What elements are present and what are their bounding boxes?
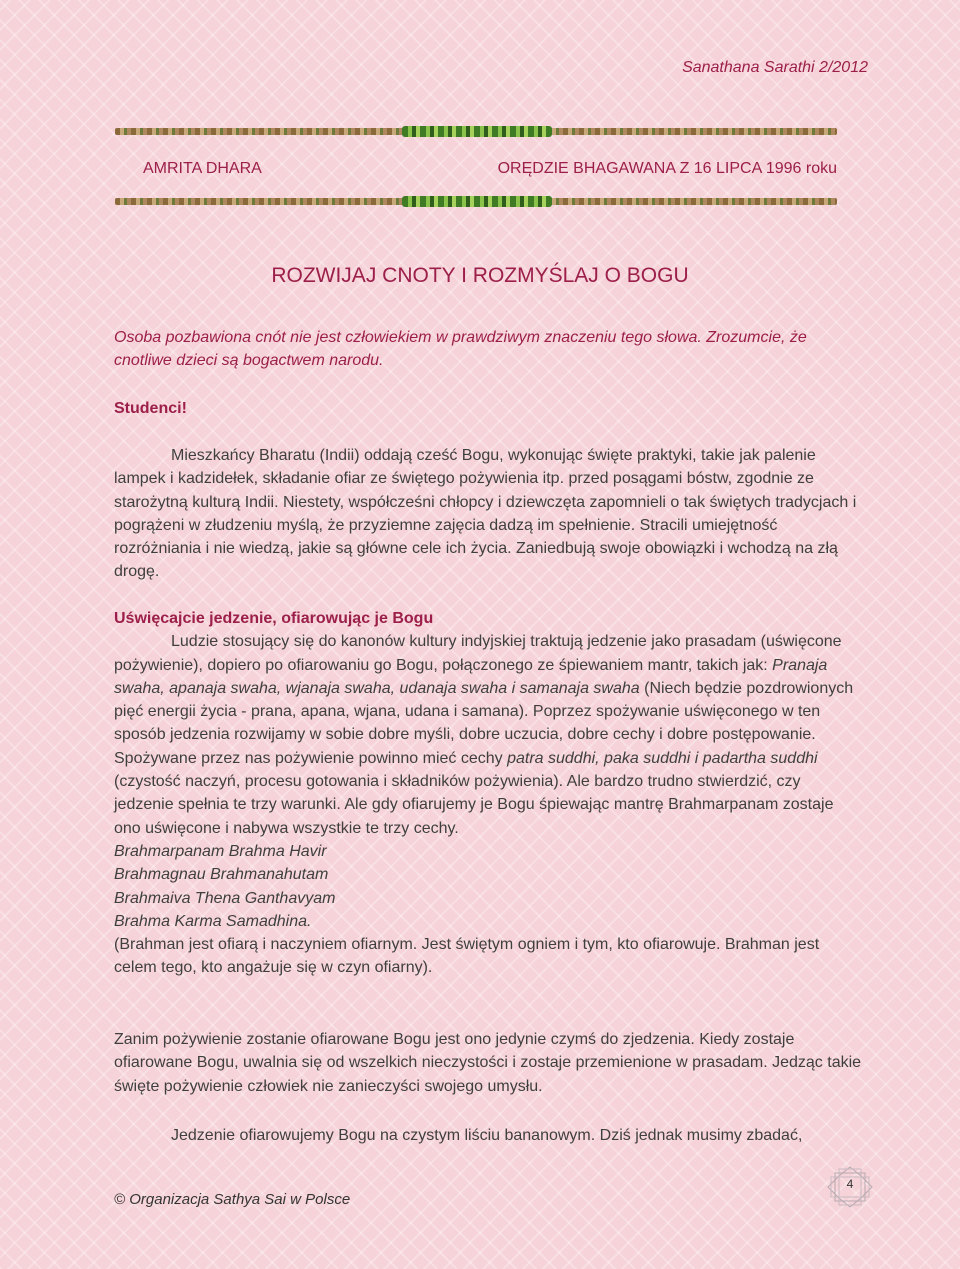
message-date-label: ORĘDZIE BHAGAWANA Z 16 LIPCA 1996 roku	[497, 160, 837, 177]
greeting: Studenci!	[114, 400, 187, 417]
verse-translation: (Brahman jest ofiarą i naczyniem ofiarnym. Jest świętym ogniem i tym, kto ofiarowuje. Brahman jest celem tego, kto angażuje się w czyn ofiarny).	[114, 936, 820, 977]
paragraph-4-container	[114, 1124, 864, 1147]
paragraph-2	[114, 630, 864, 840]
paragraph-2-a: Ludzie stosujący się do kanonów kultury indyjskiej traktują jedzenie jako prasadam (uświęcone pożywienie), dopiero po ofiarowaniu go Bogu, połączonego ze śpiewaniem mantr, takich jak:	[114, 633, 842, 674]
subheading: Uświęcajcie jedzenie, ofiarowując je Bogu	[114, 610, 434, 627]
magazine-title: Sanathana Sarathi 2/2012	[682, 59, 868, 76]
section-2	[114, 607, 864, 980]
paragraph-2-c: (czystość naczyń, procesu gotowania i składników pożywienia). Ale bardzo trudno stwierdzić, czy jedzenie spełnia te trzy warunki. Ale gdy ofiarujemy je Bogu śpiewając mantrę Brahmarpanam zostaje ono uświęcone i nabywa wszystkie te trzy cechy.	[114, 773, 834, 837]
paragraph-2-b: (Niech będzie pozdrowionych pięć energii życia - prana, apana, wjana, udana i samana). Poprzez spożywanie uświęconego w ten sposób jedzenia rozwijamy w sobie dobre myśli, dobre uczucia, dobre cechy i dobre postępowanie. Spożywane przez nas pożywienie powinno mieć cechy	[114, 679, 854, 767]
verse-line: Brahmaiva Thena Ganthavyam	[114, 889, 336, 907]
mantras: Pranaja swaha, apanaja swaha, wjanaja swaha, udanaja swaha i samanaja swaha	[114, 656, 828, 697]
paragraph-1	[114, 444, 864, 584]
article-title: ROZWIJAJ CNOTY I ROZMYŚLAJ O BOGU	[271, 264, 689, 287]
verse-line: Brahma Karma Samadhina.	[114, 912, 312, 930]
verse-line: Brahmarpanam Brahma Havir	[114, 842, 327, 860]
qualities: patra suddhi, paka suddhi i padartha suddhi	[507, 749, 818, 767]
copyright-footer: © Organizacja Sathya Sai w Polsce	[114, 1191, 351, 1208]
paragraph-1-text: Mieszkańcy Bharatu (Indii) oddają cześć Bogu, wykonując święte praktyki, takie jak palenie lampek i kadzidełek, składanie ofiar ze świętego pożywienia itp. przed posągami bóstw, zgodnie ze starożytną kulturą Indii. Niestety, współcześni chłopcy i dziewczęta zapomnieli o tak świętych tradycjach i pogrążeni w złudzeniu myślą, że przyziemne zajęcia dadzą im spełnienie. Stracili umiejętność rozróżniania i nie wiedzą, jakie są główne cele ich życia. Zaniedbują swoje obowiązki i wchodzą na złą drogę.	[114, 447, 857, 581]
page-number: 4	[846, 1177, 854, 1191]
verse-line: Brahmagnau Brahmanahutam	[114, 866, 329, 884]
section-label: AMRITA DHARA	[143, 160, 262, 177]
bottom-ornament-leaves	[402, 196, 552, 207]
page-number-badge	[827, 1166, 873, 1208]
paragraph-4: Jedzenie ofiarowujemy Bogu na czystym liściu bananowym. Dziś jednak musimy zbadać,	[171, 1127, 803, 1144]
intro-quote: Osoba pozbawiona cnót nie jest człowiekiem w prawdziwym znaczeniu tego słowa. Zrozumcie, że cnotliwe dzieci są bogactwem narodu.	[114, 329, 807, 370]
paragraph-3: Zanim pożywienie zostanie ofiarowane Bogu jest ono jedynie czymś do zjedzenia. Kiedy zostaje ofiarowane Bogu, uwalnia się od wszelkich nieczystości i zostaje przemienione w prasadam. Jedząc takie święte pożywienie człowiek nie zanieczyści swojego umysłu.	[114, 1031, 862, 1095]
top-ornament-leaves	[402, 126, 552, 137]
